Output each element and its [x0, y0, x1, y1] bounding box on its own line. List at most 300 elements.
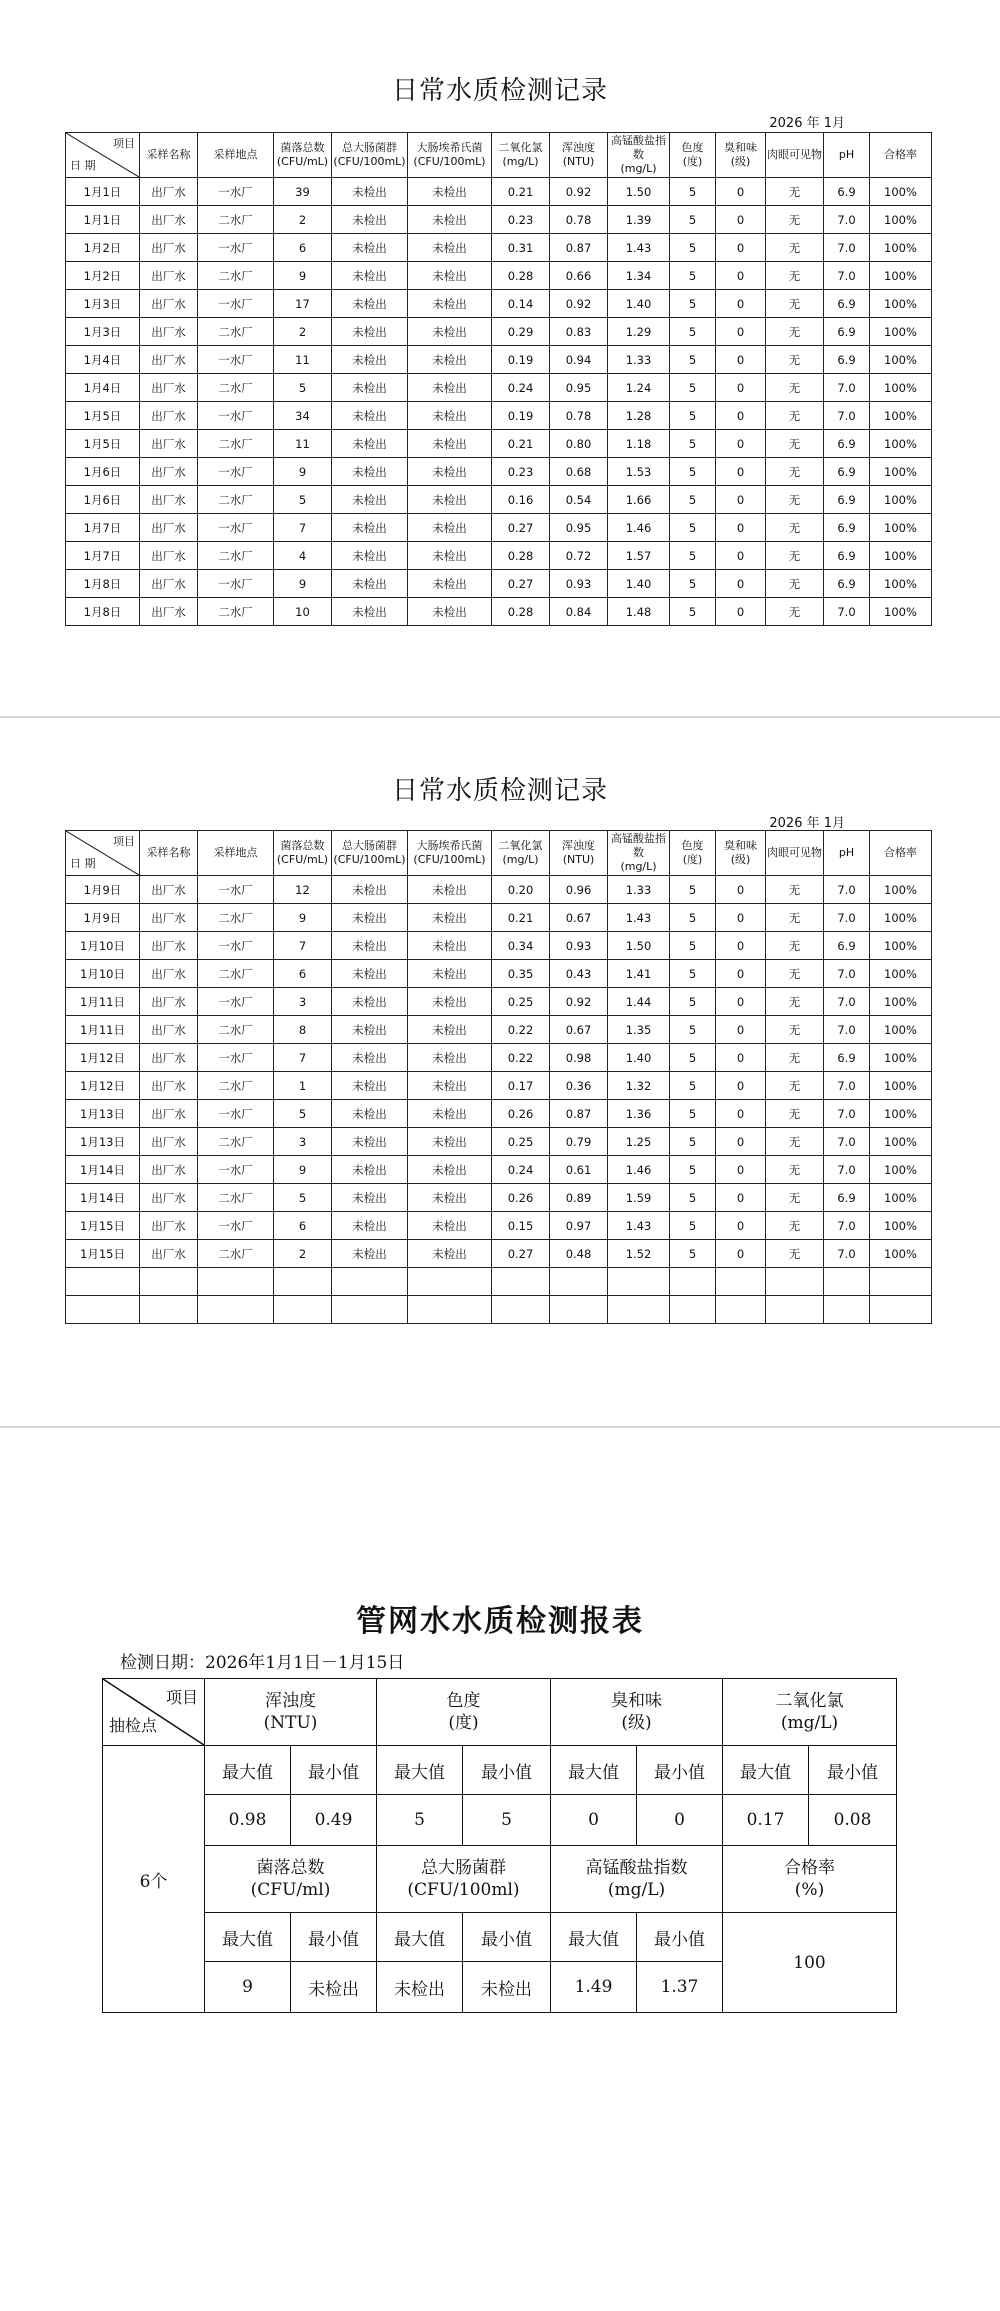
- table-cell: 6.9: [824, 542, 870, 570]
- table-cell: [140, 1296, 198, 1324]
- diagonal-header-cell: [66, 831, 140, 876]
- table-cell: 未检出: [408, 1240, 492, 1268]
- record-table-2: [65, 830, 932, 1324]
- header-visible: 肉眼可见物: [766, 133, 824, 178]
- table-row: [66, 290, 932, 318]
- empty-row: [66, 1268, 932, 1296]
- table-cell: 0.66: [550, 262, 608, 290]
- record-page-1: [0, 0, 1000, 716]
- table-cell: 未检出: [332, 206, 408, 234]
- table-cell: 100%: [870, 234, 932, 262]
- table-cell: 0.23: [492, 206, 550, 234]
- table-cell: 1: [274, 1072, 332, 1100]
- table-cell: 0.72: [550, 542, 608, 570]
- table-cell: 1月11日: [66, 1016, 140, 1044]
- table-row: [66, 374, 932, 402]
- header-sample-site: 采样地点: [198, 831, 274, 876]
- table-cell: 0.31: [492, 234, 550, 262]
- table-cell: 1.35: [608, 1016, 670, 1044]
- table-cell: 0.92: [550, 178, 608, 206]
- table-cell: 5: [274, 1100, 332, 1128]
- table-cell: 7.0: [824, 1072, 870, 1100]
- report-date: 检测日期：2026年1月1日－1月15日: [120, 1653, 405, 1673]
- table-cell: [608, 1268, 670, 1296]
- table-cell: 7.0: [824, 1016, 870, 1044]
- table-cell: 0.26: [492, 1184, 550, 1212]
- table-row: [66, 234, 932, 262]
- table-cell: 未检出: [332, 1072, 408, 1100]
- table-cell: 未检出: [408, 542, 492, 570]
- table-cell: 0.26: [492, 1100, 550, 1128]
- table-cell: [332, 1268, 408, 1296]
- table-row: [66, 486, 932, 514]
- header-ph: pH: [824, 133, 870, 178]
- report-param-header: 浑浊度 (NTU): [205, 1679, 377, 1746]
- table-cell: 11: [274, 346, 332, 374]
- table-cell: 0: [716, 430, 766, 458]
- table-row: [66, 960, 932, 988]
- report-value: 1.37: [637, 1962, 723, 2013]
- header-sample-name: 采样名称: [140, 831, 198, 876]
- table-cell: 6.9: [824, 514, 870, 542]
- table-cell: 未检出: [332, 234, 408, 262]
- table-cell: 0.89: [550, 1184, 608, 1212]
- table-cell: 未检出: [332, 598, 408, 626]
- table-row: [66, 932, 932, 960]
- table-cell: 1月2日: [66, 262, 140, 290]
- table-cell: 1.40: [608, 290, 670, 318]
- table-cell: 未检出: [332, 402, 408, 430]
- table-cell: 100%: [870, 430, 932, 458]
- table-cell: 出厂水: [140, 486, 198, 514]
- table-cell: 0.80: [550, 430, 608, 458]
- table-cell: 9: [274, 904, 332, 932]
- table-cell: [492, 1268, 550, 1296]
- table-cell: 0.24: [492, 1156, 550, 1184]
- record-period: 2026 年 1月: [769, 116, 845, 131]
- table-cell: 0: [716, 1044, 766, 1072]
- corner-item-label: 项目: [165, 1688, 198, 1707]
- table-cell: 0.98: [550, 1044, 608, 1072]
- report-param-header: 色度 (度): [377, 1679, 551, 1746]
- table-cell: 1.43: [608, 1212, 670, 1240]
- table-cell: 0.28: [492, 542, 550, 570]
- record-table-body: [66, 178, 932, 626]
- table-cell: 100%: [870, 458, 932, 486]
- max-label: 最大值: [205, 1746, 291, 1795]
- table-cell: 出厂水: [140, 598, 198, 626]
- table-cell: 100%: [870, 206, 932, 234]
- table-cell: 0: [716, 1240, 766, 1268]
- table-cell: 0.21: [492, 904, 550, 932]
- table-cell: 5: [670, 1100, 716, 1128]
- table-cell: 未检出: [408, 1156, 492, 1184]
- table-cell: 1.53: [608, 458, 670, 486]
- table-cell: 二水厂: [198, 1128, 274, 1156]
- table-cell: 0: [716, 904, 766, 932]
- table-cell: [408, 1296, 492, 1324]
- table-cell: 无: [766, 932, 824, 960]
- table-cell: 0.43: [550, 960, 608, 988]
- table-cell: 100%: [870, 570, 932, 598]
- table-cell: 4: [274, 542, 332, 570]
- table-cell: 7.0: [824, 1156, 870, 1184]
- table-cell: 未检出: [408, 486, 492, 514]
- report-value: 5: [377, 1795, 463, 1846]
- table-cell: 0.92: [550, 290, 608, 318]
- table-cell: 未检出: [408, 318, 492, 346]
- table-cell: 无: [766, 262, 824, 290]
- table-header: [66, 831, 932, 876]
- header-odor: 臭和味 (级): [716, 133, 766, 178]
- table-cell: 未检出: [408, 1016, 492, 1044]
- table-cell: 无: [766, 542, 824, 570]
- report-pass-rate-header: 合格率 (%): [723, 1846, 897, 1913]
- min-label: 最小值: [291, 1913, 377, 1962]
- max-label: 最大值: [377, 1913, 463, 1962]
- table-cell: 5: [670, 374, 716, 402]
- table-cell: 未检出: [332, 430, 408, 458]
- table-cell: 5: [670, 206, 716, 234]
- table-cell: 1.48: [608, 598, 670, 626]
- table-cell: 无: [766, 1240, 824, 1268]
- table-cell: 出厂水: [140, 1156, 198, 1184]
- table-cell: [274, 1296, 332, 1324]
- table-cell: 未检出: [332, 1240, 408, 1268]
- table-cell: 0: [716, 514, 766, 542]
- table-cell: 无: [766, 988, 824, 1016]
- table-cell: 0.25: [492, 1128, 550, 1156]
- table-cell: 二水厂: [198, 374, 274, 402]
- min-label: 最小值: [291, 1746, 377, 1795]
- table-cell: 未检出: [408, 1072, 492, 1100]
- table-cell: 一水厂: [198, 876, 274, 904]
- table-cell: 未检出: [408, 960, 492, 988]
- table-cell: 出厂水: [140, 1072, 198, 1100]
- table-cell: 100%: [870, 932, 932, 960]
- table-cell: 100%: [870, 1212, 932, 1240]
- table-cell: 一水厂: [198, 458, 274, 486]
- table-cell: 0: [716, 402, 766, 430]
- table-cell: 无: [766, 1100, 824, 1128]
- table-cell: 未检出: [332, 1100, 408, 1128]
- table-cell: 无: [766, 1184, 824, 1212]
- table-cell: 0.23: [492, 458, 550, 486]
- table-cell: 0: [716, 262, 766, 290]
- table-cell: 0.93: [550, 932, 608, 960]
- table-cell: 二水厂: [198, 1184, 274, 1212]
- report-table: [102, 1678, 897, 2013]
- table-cell: 1月7日: [66, 514, 140, 542]
- table-row: [66, 570, 932, 598]
- table-cell: 5: [670, 486, 716, 514]
- table-cell: 0: [716, 374, 766, 402]
- table-cell: 0.92: [550, 988, 608, 1016]
- table-cell: 5: [670, 960, 716, 988]
- max-label: 最大值: [205, 1913, 291, 1962]
- table-cell: 3: [274, 988, 332, 1016]
- table-cell: 未检出: [408, 402, 492, 430]
- table-cell: 0.54: [550, 486, 608, 514]
- table-cell: 7.0: [824, 206, 870, 234]
- table-cell: 无: [766, 458, 824, 486]
- table-cell: 0.19: [492, 346, 550, 374]
- table-cell: 1月8日: [66, 570, 140, 598]
- table-cell: 未检出: [408, 430, 492, 458]
- table-cell: 1月1日: [66, 206, 140, 234]
- header-item-label: 项目: [113, 137, 135, 150]
- table-cell: 0.87: [550, 1100, 608, 1128]
- table-cell: 无: [766, 960, 824, 988]
- table-cell: 未检出: [332, 346, 408, 374]
- table-cell: 9: [274, 570, 332, 598]
- table-cell: [608, 1296, 670, 1324]
- table-cell: 二水厂: [198, 598, 274, 626]
- table-cell: 0: [716, 960, 766, 988]
- table-row: [66, 346, 932, 374]
- table-cell: 7.0: [824, 988, 870, 1016]
- table-cell: 一水厂: [198, 346, 274, 374]
- table-cell: 6.9: [824, 458, 870, 486]
- table-cell: 1月6日: [66, 486, 140, 514]
- header-color: 色度 (度): [670, 133, 716, 178]
- table-cell: 1月1日: [66, 178, 140, 206]
- table-cell: 0: [716, 1156, 766, 1184]
- table-cell: 0.95: [550, 374, 608, 402]
- table-cell: 100%: [870, 988, 932, 1016]
- table-cell: 7.0: [824, 598, 870, 626]
- report-value: 未检出: [377, 1962, 463, 2013]
- table-cell: 5: [670, 1184, 716, 1212]
- table-cell: 二水厂: [198, 542, 274, 570]
- table-row: [66, 1072, 932, 1100]
- table-cell: 未检出: [408, 904, 492, 932]
- table-cell: 100%: [870, 1016, 932, 1044]
- header-bacteria: 菌落总数 (CFU/mL): [274, 831, 332, 876]
- table-cell: 0.24: [492, 374, 550, 402]
- table-cell: 0.21: [492, 178, 550, 206]
- table-cell: 出厂水: [140, 876, 198, 904]
- record-table-1: [65, 132, 932, 626]
- table-cell: 0.22: [492, 1044, 550, 1072]
- table-cell: 2: [274, 206, 332, 234]
- table-cell: 1月7日: [66, 542, 140, 570]
- min-label: 最小值: [637, 1913, 723, 1962]
- table-cell: 未检出: [408, 458, 492, 486]
- table-cell: 5: [670, 876, 716, 904]
- table-cell: 5: [670, 598, 716, 626]
- table-cell: 0.95: [550, 514, 608, 542]
- table-cell: 6: [274, 960, 332, 988]
- table-cell: 1.32: [608, 1072, 670, 1100]
- table-cell: 0.25: [492, 988, 550, 1016]
- report-value: 0.49: [291, 1795, 377, 1846]
- table-cell: 无: [766, 1044, 824, 1072]
- table-cell: 无: [766, 1016, 824, 1044]
- header-pass-rate: 合格率: [870, 133, 932, 178]
- table-cell: 0.97: [550, 1212, 608, 1240]
- table-cell: 1.33: [608, 876, 670, 904]
- table-cell: 0.36: [550, 1072, 608, 1100]
- table-cell: 0.93: [550, 570, 608, 598]
- table-row: [66, 1184, 932, 1212]
- table-cell: 34: [274, 402, 332, 430]
- table-cell: 0.34: [492, 932, 550, 960]
- table-cell: 1.33: [608, 346, 670, 374]
- table-cell: 出厂水: [140, 1044, 198, 1072]
- table-cell: [824, 1268, 870, 1296]
- table-cell: 100%: [870, 1240, 932, 1268]
- table-cell: 7.0: [824, 1212, 870, 1240]
- report-value: 9: [205, 1962, 291, 2013]
- table-cell: 0.78: [550, 402, 608, 430]
- table-cell: 0.68: [550, 458, 608, 486]
- table-cell: 1.40: [608, 1044, 670, 1072]
- max-label: 最大值: [551, 1746, 637, 1795]
- table-cell: 无: [766, 1212, 824, 1240]
- table-cell: 1.46: [608, 514, 670, 542]
- table-cell: 100%: [870, 346, 932, 374]
- table-cell: 0: [716, 1100, 766, 1128]
- table-cell: 0.67: [550, 904, 608, 932]
- table-cell: 一水厂: [198, 290, 274, 318]
- table-cell: 100%: [870, 402, 932, 430]
- header-ecoli: 大肠埃希氏菌 (CFU/100mL): [408, 831, 492, 876]
- table-cell: 0.87: [550, 234, 608, 262]
- table-cell: 0.28: [492, 262, 550, 290]
- table-cell: 1月4日: [66, 346, 140, 374]
- table-cell: [716, 1268, 766, 1296]
- report-param-header: 总大肠菌群 (CFU/100ml): [377, 1846, 551, 1913]
- report-param-header: 二氧化氯 (mg/L): [723, 1679, 897, 1746]
- table-row: [66, 430, 932, 458]
- report-value: 0: [551, 1795, 637, 1846]
- table-cell: 0: [716, 1212, 766, 1240]
- table-cell: 一水厂: [198, 988, 274, 1016]
- table-cell: 11: [274, 430, 332, 458]
- record-page-2: [0, 718, 1000, 1426]
- table-cell: 1.43: [608, 904, 670, 932]
- table-cell: 二水厂: [198, 430, 274, 458]
- table-cell: [766, 1296, 824, 1324]
- table-cell: 6.9: [824, 430, 870, 458]
- table-cell: 1.36: [608, 1100, 670, 1128]
- table-row: [66, 1044, 932, 1072]
- header-date-label: 日 期: [70, 159, 96, 172]
- table-cell: 0.15: [492, 1212, 550, 1240]
- table-cell: 5: [670, 290, 716, 318]
- table-cell: 未检出: [408, 514, 492, 542]
- table-cell: 5: [670, 904, 716, 932]
- table-cell: 1月5日: [66, 402, 140, 430]
- table-cell: 5: [274, 1184, 332, 1212]
- table-cell: 1月13日: [66, 1128, 140, 1156]
- table-row: [66, 1016, 932, 1044]
- table-row: [66, 206, 932, 234]
- report-subheader-row-2: [103, 1913, 897, 1962]
- table-cell: 一水厂: [198, 234, 274, 262]
- table-cell: 1.41: [608, 960, 670, 988]
- table-cell: 未检出: [408, 1128, 492, 1156]
- table-cell: 出厂水: [140, 988, 198, 1016]
- table-cell: 未检出: [408, 876, 492, 904]
- table-cell: 0: [716, 234, 766, 262]
- table-cell: 未检出: [332, 458, 408, 486]
- max-label: 最大值: [551, 1913, 637, 1962]
- table-cell: [140, 1268, 198, 1296]
- table-cell: 100%: [870, 542, 932, 570]
- table-cell: 1月9日: [66, 876, 140, 904]
- table-cell: 二水厂: [198, 262, 274, 290]
- table-cell: 100%: [870, 1128, 932, 1156]
- table-cell: 1月4日: [66, 374, 140, 402]
- table-cell: 出厂水: [140, 1240, 198, 1268]
- table-cell: 0: [716, 542, 766, 570]
- table-cell: 1.46: [608, 1156, 670, 1184]
- record-title: 日常水质检测记录: [391, 776, 608, 806]
- table-cell: 0.48: [550, 1240, 608, 1268]
- table-cell: 无: [766, 598, 824, 626]
- table-cell: 6: [274, 234, 332, 262]
- header-odor: 臭和味 (级): [716, 831, 766, 876]
- table-cell: [274, 1268, 332, 1296]
- report-subheader-row-1: [103, 1746, 897, 1795]
- table-cell: 0: [716, 1128, 766, 1156]
- table-cell: 未检出: [408, 1212, 492, 1240]
- table-cell: 100%: [870, 1072, 932, 1100]
- table-cell: 1.18: [608, 430, 670, 458]
- table-cell: 7.0: [824, 1100, 870, 1128]
- table-cell: 10: [274, 598, 332, 626]
- table-cell: 6.9: [824, 290, 870, 318]
- header-coliform: 总大肠菌群 (CFU/100mL): [332, 831, 408, 876]
- table-cell: 7.0: [824, 904, 870, 932]
- table-cell: 出厂水: [140, 1212, 198, 1240]
- table-cell: 7.0: [824, 262, 870, 290]
- table-cell: 未检出: [408, 988, 492, 1016]
- table-cell: 1.66: [608, 486, 670, 514]
- report-value: 5: [463, 1795, 551, 1846]
- table-cell: 7: [274, 1044, 332, 1072]
- table-cell: 5: [670, 1128, 716, 1156]
- table-cell: 1月10日: [66, 932, 140, 960]
- table-cell: [870, 1268, 932, 1296]
- table-cell: 100%: [870, 486, 932, 514]
- max-label: 最大值: [377, 1746, 463, 1795]
- table-cell: 9: [274, 1156, 332, 1184]
- header-ph: pH: [824, 831, 870, 876]
- table-cell: 未检出: [332, 1016, 408, 1044]
- record-period: 2026 年 1月: [769, 816, 845, 831]
- diagonal-header-cell: [66, 133, 140, 178]
- table-cell: 0.27: [492, 514, 550, 542]
- table-cell: 1月15日: [66, 1240, 140, 1268]
- table-cell: 未检出: [408, 234, 492, 262]
- table-cell: 无: [766, 486, 824, 514]
- table-cell: 39: [274, 178, 332, 206]
- table-cell: 二水厂: [198, 318, 274, 346]
- table-cell: 一水厂: [198, 402, 274, 430]
- table-cell: 9: [274, 458, 332, 486]
- table-row: [66, 1240, 932, 1268]
- table-cell: 1.44: [608, 988, 670, 1016]
- table-cell: 0: [716, 1016, 766, 1044]
- table-cell: 7.0: [824, 876, 870, 904]
- table-cell: 出厂水: [140, 262, 198, 290]
- table-cell: 5: [670, 262, 716, 290]
- table-cell: 无: [766, 430, 824, 458]
- table-cell: 9: [274, 262, 332, 290]
